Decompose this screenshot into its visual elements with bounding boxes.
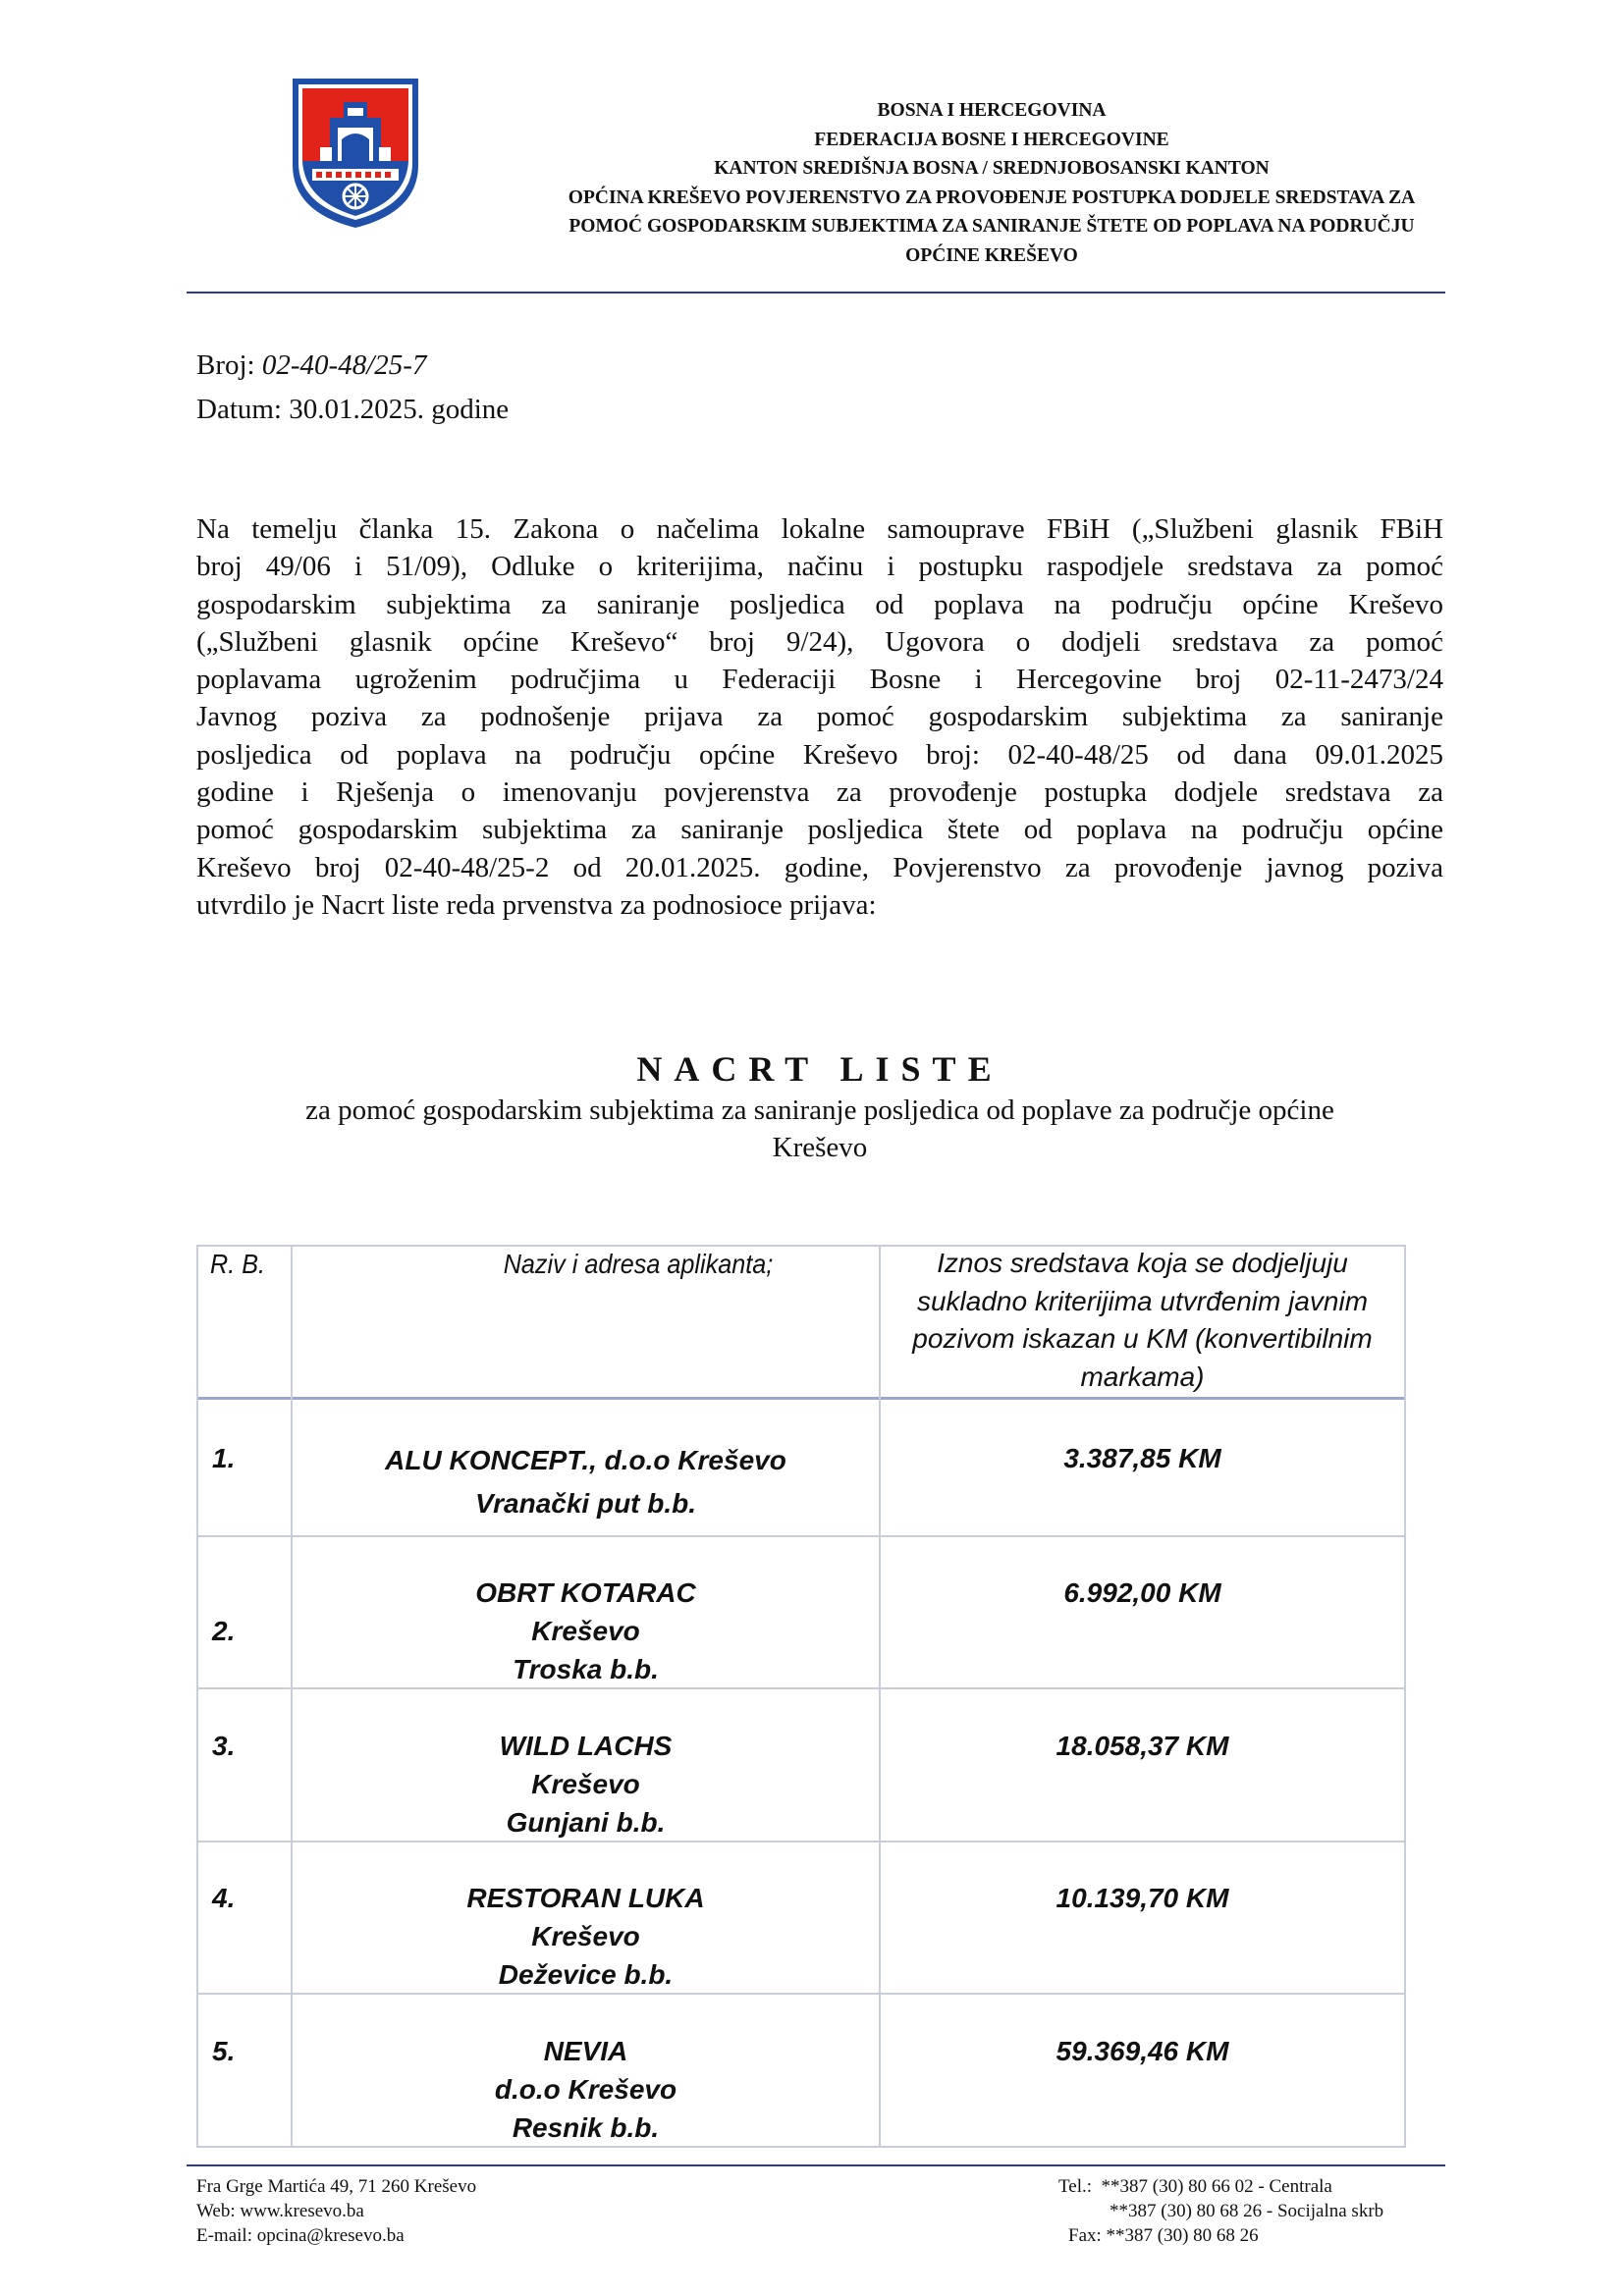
row-4-applicant	[293, 1879, 879, 1994]
row-1-amount: 3.387,85 KM	[1063, 1443, 1221, 1473]
footer-tel-label: Tel.:	[1058, 2176, 1093, 2197]
header-line-commission-2: POMOĆ GOSPODARSKIM SUBJEKTIMA ZA SANIRANJE ŠTETE OD POPLAVA NA PODRUČJU	[568, 216, 1415, 237]
row-4-rb: 4.	[212, 1883, 236, 1913]
footer-address: Fra Grge Martića 49, 71 260 Kreševo	[196, 2176, 477, 2197]
header-iznos	[881, 1245, 1404, 1396]
footer-left	[196, 2174, 476, 2248]
header-line-federation: FEDERACIJA BOSNE I HERCEGOVINE	[814, 129, 1169, 150]
header-line-commission-1: OPĆINA KREŠEVO POVJERENSTVO ZA PROVOĐENJE POSTUPKA DODJELE SREDSTAVA ZA	[568, 187, 1416, 208]
applicant-line: Kreševo	[531, 1616, 640, 1646]
intro-line: pomoć gospodarskim subjektima za saniranje posljedica štete od poplava na području općine	[196, 814, 1443, 846]
footer-web: Web: www.kresevo.ba	[196, 2201, 364, 2221]
applicants-table	[196, 1245, 1406, 2152]
row-2-applicant	[293, 1574, 879, 1688]
header-iznos-line: markama)	[1080, 1361, 1205, 1392]
applicant-line: Kreševo	[531, 1769, 640, 1799]
municipality-crest-logo	[287, 75, 424, 232]
footer-divider	[187, 2164, 1445, 2166]
intro-line: poplavama ugroženim područjima u Federaciji Bosne i Hercegovine broj 02-11-2473/24	[196, 664, 1443, 696]
applicant-line: Gunjani b.b.	[506, 1807, 666, 1838]
footer-email: E-mail: opcina@kresevo.ba	[196, 2225, 405, 2246]
applicant-line: RESTORAN LUKA	[466, 1883, 705, 1913]
row-4-amount: 10.139,70 KM	[1056, 1883, 1229, 1913]
footer-tel-social: **387 (30) 80 68 26 - Socijalna skrb	[1110, 2201, 1384, 2221]
applicant-line: d.o.o Kreševo	[494, 2074, 677, 2105]
row-3-applicant	[293, 1727, 879, 1842]
footer-tel-central: **387 (30) 80 66 02 - Centrala	[1101, 2176, 1332, 2197]
intro-line: utvrdilo je Nacrt liste reda prvenstva za podnosioce prijava:	[196, 888, 877, 921]
intro-line: posljedica od poplava na području općine Kreševo broj: 02-40-48/25 od dana 09.01.2025	[196, 738, 1443, 771]
subtitle-line: za pomoć gospodarskim subjektima za saniranje posljedica od poplave za područje općine	[305, 1095, 1334, 1126]
table-border-left	[196, 1245, 198, 2148]
header-iznos-line: Iznos sredstava koja se dodjeljuju	[937, 1248, 1348, 1278]
document-date: Datum: 30.01.2025. godine	[196, 394, 510, 425]
applicant-line: Vranački put b.b.	[474, 1488, 697, 1519]
header-line-country: BOSNA I HERCEGOVINA	[877, 100, 1107, 121]
intro-line: („Službeni glasnik općine Kreševo“ broj 9/24), Ugovora o dodjeli sredstava za pomoć	[196, 625, 1443, 658]
intro-line: broj 49/06 i 51/09), Odluke o kriterijima, načinu i postupku raspodjele sredstava za pomoć	[196, 551, 1443, 583]
subtitle-line: Kreševo	[772, 1132, 868, 1163]
applicant-line: NEVIA	[543, 2036, 628, 2066]
header-line-canton: KANTON SREDIŠNJA BOSNA / SREDNJOBOSANSKI KANTON	[714, 158, 1270, 179]
header-naziv: Naziv i adresa aplikanta;	[503, 1249, 774, 1279]
applicant-line: Deževice b.b.	[498, 1959, 674, 1990]
document-number-label: Broj:	[196, 349, 262, 381]
header-iznos-line: sukladno kriterijima utvrđenim javnim	[916, 1285, 1369, 1316]
row-2-rb: 2.	[212, 1616, 236, 1646]
header-authority-block	[432, 96, 1551, 270]
row-1-rb: 1.	[212, 1443, 236, 1473]
header-line-commission-3: OPĆINE KREŠEVO	[905, 244, 1078, 266]
intro-line: godine i Rješenja o imenovanju povjerenstva za provođenje postupka dodjele sredstava za	[196, 776, 1443, 809]
list-title: NACRT LISTE	[636, 1049, 1003, 1089]
applicant-line: WILD LACHS	[499, 1731, 673, 1761]
applicant-line: ALU KONCEPT., d.o.o Kreševo	[385, 1445, 786, 1475]
intro-line: Kreševo broj 02-40-48/25-2 od 20.01.2025. godine, Povjerenstvo za provođenje javnog poziva	[196, 851, 1443, 883]
document-number	[196, 349, 426, 382]
table-row-divider	[196, 1535, 1406, 1537]
table-header-separator	[196, 1397, 1406, 1400]
row-1-applicant	[293, 1439, 879, 1525]
intro-line: Javnog poziva za podnošenje prijava za pomoć gospodarskim subjektima za saniranje	[196, 701, 1443, 733]
row-3-rb: 3.	[212, 1731, 236, 1761]
header-iznos-line: pozivom iskazan u KM (konvertibilnim	[912, 1323, 1373, 1354]
table-border-right	[1404, 1245, 1406, 2148]
header-divider	[187, 292, 1445, 294]
applicant-line: Troska b.b.	[513, 1654, 659, 1684]
row-5-rb: 5.	[212, 2036, 236, 2066]
table-column-divider	[291, 1245, 293, 2148]
row-2-amount: 6.992,00 KM	[1063, 1577, 1221, 1608]
applicant-line: Resnik b.b.	[512, 2112, 660, 2143]
intro-line: gospodarskim subjektima za saniranje posljedica od poplava na području općine Kreševo	[196, 588, 1443, 620]
footer-right	[1058, 2174, 1447, 2248]
header-rb: R. B.	[210, 1249, 266, 1279]
footer-fax: Fax: **387 (30) 80 68 26	[1068, 2225, 1259, 2246]
applicant-line: Kreševo	[531, 1921, 640, 1951]
list-subtitle	[196, 1092, 1443, 1166]
applicant-line: OBRT KOTARAC	[475, 1577, 696, 1608]
row-3-amount: 18.058,37 KM	[1056, 1731, 1229, 1761]
document-number-value: 02-40-48/25-7	[261, 349, 427, 381]
intro-line: Na temelju članka 15. Zakona o načelima lokalne samouprave FBiH („Službeni glasnik FBiH	[196, 513, 1443, 545]
row-5-applicant	[293, 2032, 879, 2147]
intro-paragraph	[196, 510, 1443, 924]
row-5-amount: 59.369,46 KM	[1056, 2036, 1229, 2066]
